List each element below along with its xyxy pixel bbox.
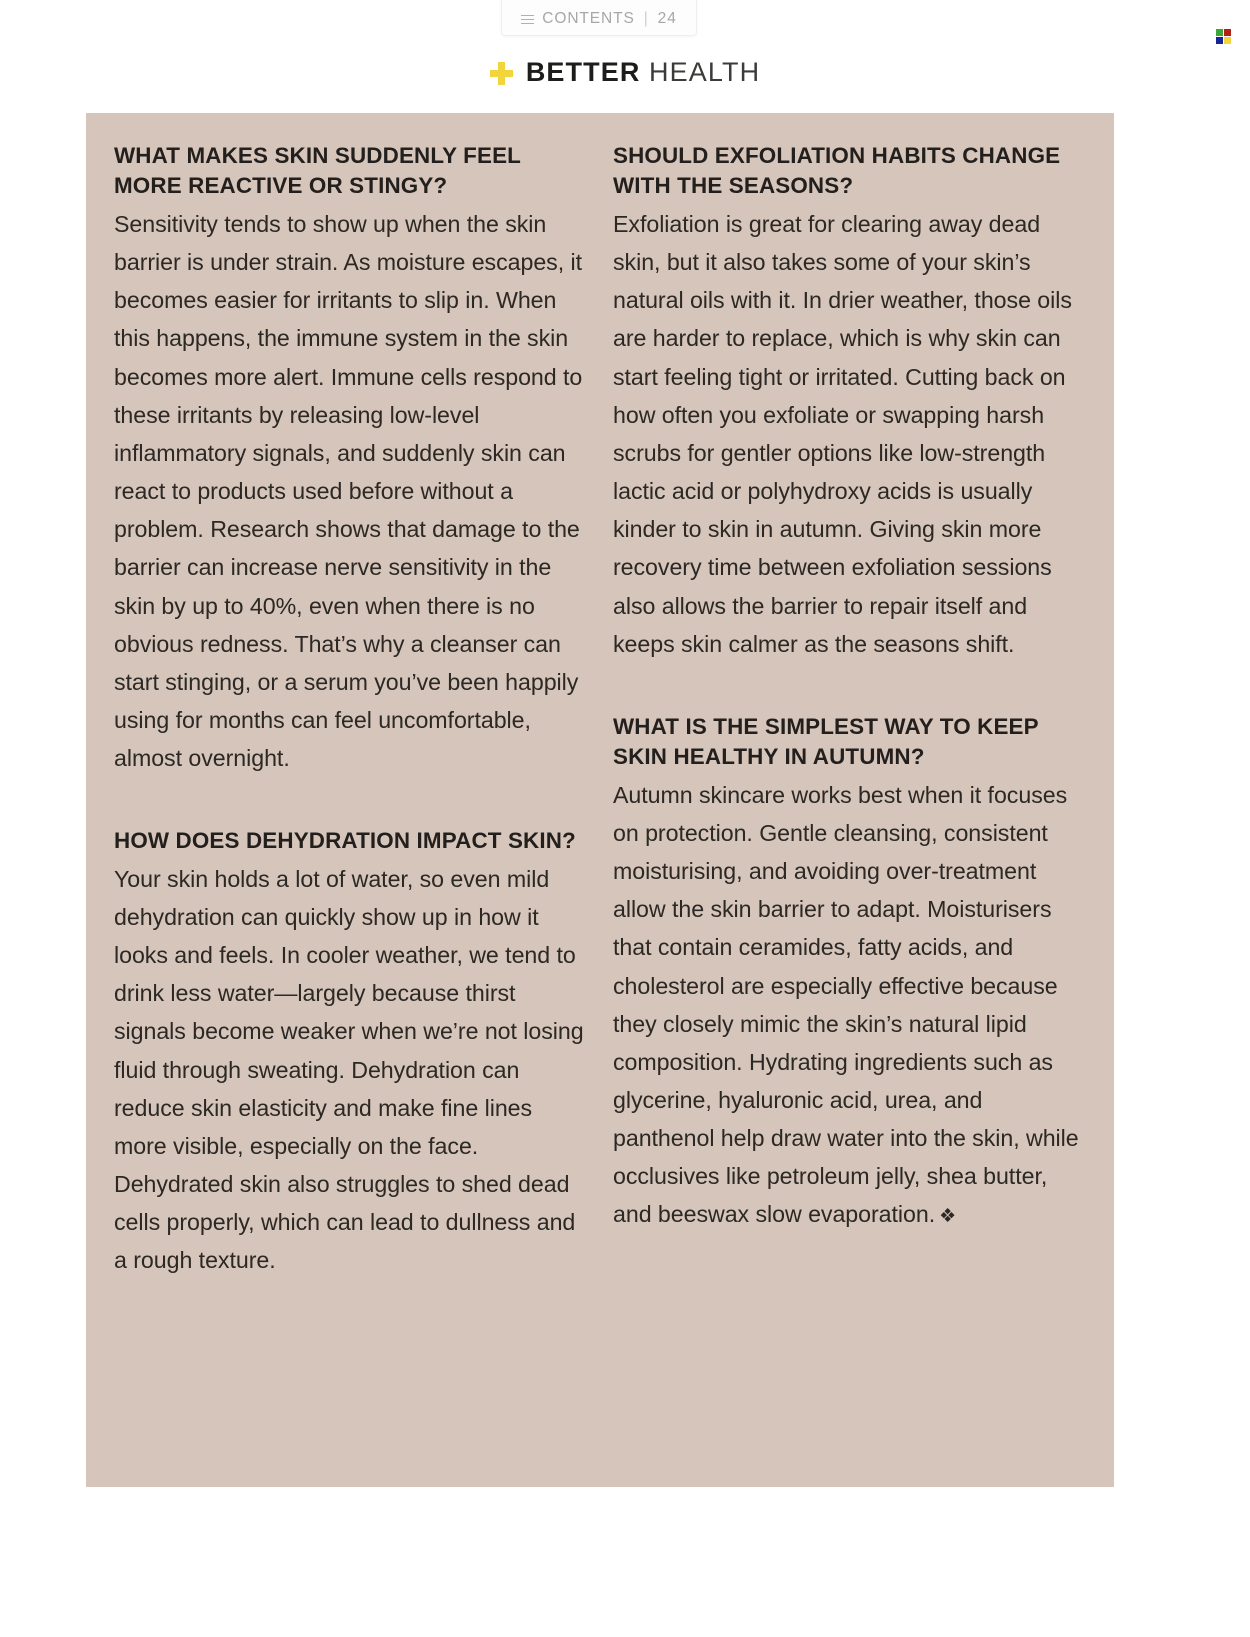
contents-label: CONTENTS (542, 10, 635, 27)
page-number: 24 (657, 10, 677, 27)
section-body: Sensitivity tends to show up when the skin barrier is under strain. As moisture escapes, it becomes easier for irritants to slip in. When this happens, the immune system in the skin becomes more alert. Immune cells respond to these irritants by releasing low-level inflammatory signals, and suddenly skin can react to products used before without a problem. Research shows that damage to the barrier can increase nerve sensitivity in the skin by up to 40%, even when there is no obvious redness. That’s why a cleanser can start stinging, or a serum you’ve been happily using for months can feel uncomfortable, almost overnight. (114, 210, 583, 772)
article-columns (114, 141, 1086, 1279)
section-body-text: Autumn skincare works best when it focuses on protection. Gentle cleansing, consistent moisturising, and avoiding over-treatment allow the skin barrier to adapt. Moisturisers that contain ceramides, fatty acids, and cholesterol are especially effective because they closely mimic the skin’s natural lipid composition. Hydrating ingredients such as glycerine, hyaluronic acid, urea, and panthenol help draw water into the skin, while occlusives like petroleum jelly, shea butter, and beeswax slow evaporation. (613, 781, 1079, 1228)
reader-top-bar (0, 0, 1250, 38)
contents-button-inner (521, 10, 676, 28)
end-ornament-icon: ❖ (939, 1206, 957, 1228)
masthead-title (526, 57, 760, 88)
plus-icon (490, 62, 513, 85)
section-body: Exfoliation is great for clearing away dead skin, but it also takes some of your skin’s natural oils with it. In drier weather, those oils are harder to replace, which is why skin can start feeling tight or irritated. Cutting back on how often you exfoliate or swapping harsh scrubs for gentler options like low-strength lactic acid or polyhydroxy acids is usually kinder to skin in autumn. Giving skin more recovery time between exfoliation sessions also allows the barrier to repair itself and keeps skin calmer as the seasons shift. (613, 210, 1072, 657)
logo-square-green (1216, 29, 1223, 36)
masthead-title-light: HEALTH (649, 57, 761, 87)
article-column-right (613, 141, 1086, 1279)
logo-square-blue (1216, 37, 1223, 44)
contents-button[interactable] (501, 0, 697, 36)
section-spacer (613, 663, 1086, 712)
article-panel (86, 113, 1114, 1487)
section-heading: WHAT IS THE SIMPLEST WAY TO KEEP SKIN HEALTHY IN AUTUMN? (613, 713, 1039, 770)
contents-separator: | (643, 10, 649, 27)
section-heading: HOW DOES DEHYDRATION IMPACT SKIN? (114, 828, 576, 854)
logo-square-yellow (1224, 37, 1231, 44)
section-body (613, 776, 1086, 1234)
section-spacer (114, 777, 588, 826)
logo-square-red (1224, 29, 1231, 36)
section-heading: SHOULD EXFOLIATION HABITS CHANGE WITH THE SEASONS? (613, 143, 1061, 199)
section-heading: WHAT MAKES SKIN SUDDENLY FEEL MORE REACTIVE OR STINGY? (114, 143, 521, 199)
hamburger-icon (521, 14, 534, 25)
windows-logo-icon[interactable] (1216, 29, 1231, 44)
section-body: Your skin holds a lot of water, so even mild dehydration can quickly show up in how it looks and feels. In cooler weather, we tend to drink less water—largely because thirst signals become weaker when we’re not losing fluid through sweating. Dehydration can reduce skin elasticity and make fine lines more visible, especially on the face. Dehydrated skin also struggles to shed dead cells properly, which can lead to dullness and a rough texture. (114, 865, 584, 1274)
masthead-title-bold: BETTER (525, 57, 641, 87)
article-column-left (114, 141, 588, 1279)
magazine-masthead (0, 57, 1250, 88)
